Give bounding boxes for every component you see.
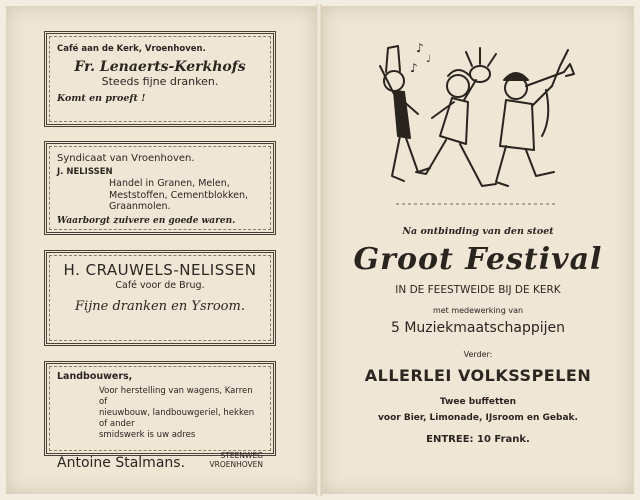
ad-description-line: smidswerk is uw adres: [99, 430, 196, 440]
ad-description-line: nieuwbouw, landbouwgeriel, hekken of ander: [99, 408, 255, 429]
ad-description-line: Graanmolen.: [109, 201, 171, 212]
ad-slogan: Waarborgt zuivere en goede waren.: [57, 215, 236, 226]
ad-subtitle: Steeds fijne dranken.: [101, 75, 219, 88]
ad-address-line: VROENHOVEN: [209, 460, 263, 469]
festival-intro: Na ontbinding van den stoet: [402, 226, 554, 237]
ad-slogan: Komt en proeft !: [57, 93, 146, 104]
ad-slogan: Fijne dranken en Ysroom.: [75, 299, 245, 314]
ad-top-line: Café aan de Kerk, Vroenhoven.: [57, 44, 206, 54]
ad-description-line: Handel in Granen, Melen,: [109, 178, 230, 189]
ad-description-line: Voor herstelling van wagens, Karren of: [99, 386, 253, 407]
ad-footer: [57, 451, 263, 469]
festival-with: met medewerking van: [432, 306, 524, 315]
svg-text:♩: ♩: [426, 54, 431, 65]
festival-entry-price: ENTREE: 10 Frank.: [426, 434, 530, 445]
festival-title: Groot Festival: [353, 242, 603, 277]
festival-buffet-items: voor Bier, Limonade, IJsroom en Gebak.: [378, 413, 578, 423]
advertisement-cafe-lenaerts: [44, 31, 276, 127]
festival-location: IN DE FEESTWEIDE BIJ DE KERK: [395, 284, 561, 296]
advertisement-stalmans: [44, 361, 276, 471]
ad-description: [109, 178, 263, 213]
advertisement-syndicaat: [44, 141, 276, 235]
festival-games: ALLERLEI VOLKSSPELEN: [364, 366, 592, 385]
svg-text:♪: ♪: [416, 41, 424, 55]
ad-address: [210, 451, 264, 469]
ad-description: [99, 386, 263, 441]
ad-business-name: Fr. Lenaerts-Kerkhofs: [74, 59, 246, 75]
ad-business-name: J. NELISSEN: [57, 167, 113, 177]
ad-top-line: Landbouwers,: [57, 371, 133, 382]
ad-top-line: Syndicaat van Vroenhoven.: [57, 153, 195, 164]
advertisement-crauwels: [44, 250, 276, 346]
ad-description-line: Meststoffen, Cementblokken,: [109, 189, 249, 201]
festival-further: Verder:: [463, 350, 493, 359]
ad-subtitle: Café voor de Brug.: [115, 280, 205, 291]
ad-business-name: Antoine Stalmans.: [57, 455, 186, 471]
ad-address-line: STEENWEG: [220, 451, 263, 460]
festival-societies: 5 Muziekmaatschappijen: [390, 320, 566, 336]
ad-business-name: H. CRAUWELS-NELISSEN: [63, 261, 257, 279]
svg-text:♪: ♪: [410, 61, 418, 75]
dancing-musicians-illustration: [356, 26, 586, 221]
festival-buffets: Twee buffetten: [439, 397, 517, 407]
